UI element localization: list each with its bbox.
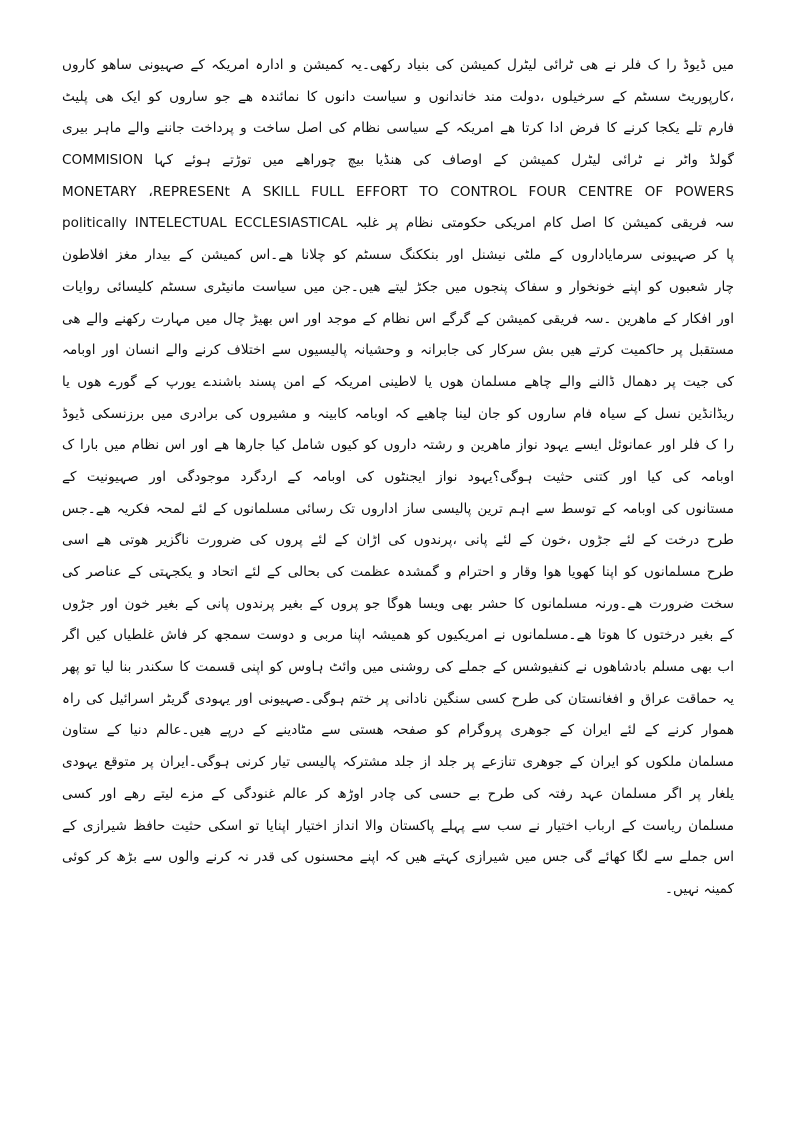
text-line-last: کمینہ نہیں۔	[665, 880, 734, 897]
article-body	[62, 50, 734, 906]
text-line: مسلمان ملکوں کو ایران کے جوھری تنازعے پر جلد از جلد مشترکہ پالیسی تیار کرنی ہوگی۔ایران پر متوقع یہودی	[62, 754, 734, 771]
text-line: یہ حماقت عراق و افغانستان کی طرح کسی سنگین نادانی پر ختم ہوگی۔صہیونی اور یہودی گریٹر اسرائیل کی راہ	[62, 690, 734, 707]
text-line: گولڈ واٹر نے ٹرائی لیٹرل کمیشن کے اوصاف کی ھنڈیا بیچ چوراھے میں توڑتے ہوئے کہا COMMISION	[62, 152, 734, 169]
text-line: ریڈانڈین نسل کے سیاہ فام ساروں کو جان لینا چاھیے کہ اوبامہ کابینہ و مشیروں کی برادری میں برزنسکی ڈیوڈ	[62, 405, 734, 422]
text-line: ،کارپوریٹ سسٹم کے سرخیلوں ،دولت مند خاندانوں و سیاست دانوں کا نمائندہ ھے جو ساروں کو ایک ھی پلیٹ	[62, 88, 734, 105]
text-line: کے بغیر درختوں کا ھوتا ھے۔مسلمانوں نے امریکیوں کو ھمیشہ اپنا مربی و دوست سمجھ کر فاش غلطیاں کیں اگر	[62, 627, 734, 644]
text-line: اب بھی مسلم بادشاھوں نے کنفیوشس کے جملے کی روشنی میں وائٹ ہاوس کو اپنی قسمت کا سکندر بنا لیا تو پھر	[62, 659, 734, 676]
text-line: سخت ضرورت ھے۔ورنہ مسلمانوں کا حشر بھی ویسا ھوگا جو پروں کے بغیر پرندوں پانی کے بغیر خون اور جڑوں	[62, 595, 734, 612]
text-line: مستانوں کی اوبامہ کے توسط سے اہم ترین پالیسی ساز اداروں تک رسائی مسلمانوں کے لئے لمحہ فکریہ ھے۔جس	[62, 500, 734, 517]
text-line: طرح مسلمانوں کو اپنا کھویا ھوا وقار و احترام و گمشدہ عظمت کی بحالی کے لئے اتحاد و یکجہتی کے عناصر کی	[62, 564, 734, 580]
text-line: اور افکار کے ماھرین ۔سہ فریقی کمیشن کے گرگے اس نظام کے موجد اور اس بھیڑ چال میں مہارت رکھنے والے ھی	[62, 310, 734, 327]
text-line: اس جملے سے لگا کھائے گی جس میں شیرازی کہتے ھیں کہ اپنے محسنوں کی قدر نہ کرنے والوں سے بڑھ کر کوئی	[62, 849, 734, 866]
text-line: طرح درخت کے لئے جڑوں ،خون کے لئے پانی ،پرندوں کی اڑان کے لئے پروں کی ضرورت ناگزیر ھوتی ھے اسی	[62, 532, 734, 549]
text-line: مستقبل پر حاکمیت کرتے ھیں بش سرکار کی جابرانہ و وحشیانہ پالیسیوں سے اختلاف کرنے والے انسان اور اوبامہ	[62, 342, 734, 359]
text-line: مسلمان ریاست کے ارباب اختیار نے سب سے پہلے پاکستان والا انداز اختیار اپنایا تو اسکی حثیت حافظ شیرازی کے	[62, 817, 734, 834]
text-line: چار شعبوں کو اپنے خونخوار و سفاک پنجوں میں جکڑ لیتے ھیں۔جن میں سیاست مانیٹری سسٹم کلیسائی روایات	[62, 278, 734, 295]
text-line: فارم تلے یکجا کرنے کا فرض ادا کرتا ھے امریکہ کے سیاسی نظام کی اصل ساخت و پرداخت جاننے والے ماہر بیری	[62, 120, 734, 137]
text-line: را ک فلر اور عمانوئل ایسے یہود نواز ماھرین و رشتہ داروں کو کیوں شامل کیا جارھا ھے اور اس نظام میں بارا ک	[62, 437, 734, 454]
text-line: پا کر صہیونی سرمایاداروں کے ملٹی نیشنل اور بنککنگ سسٹم کو چلانا ھے۔اس کمیشن کے بیدار مغز افلاطون	[62, 247, 734, 264]
text-line: ھموار کرنے کے لئے ایران کے جوھری پروگرام کو صفحہ ھستی سے مٹادینے کے درپے ھیں۔عالم دنیا کے ستاون	[62, 722, 734, 739]
text-line: کی جیت پر دھمال ڈالنے والے چاھے مسلمان ھوں یا لاطینی امریکہ کے امن پسند باشندے یورپ کے گورے ھوں یا	[62, 373, 734, 390]
text-line: یلغار پر اگر مسلمان عہد رفتہ کی طرح بے حسی کی چادر اوڑھ کر عالم غنودگی کے مزے لیتے رھے اور کسی	[62, 785, 734, 802]
text-line: میں ڈیوڈ را ک فلر نے ھی ٹرائی لیٹرل کمیشن کی بنیاد رکھی۔یہ کمیشن و ادارہ امریکہ کے صہیونی ساھو کاروں	[62, 57, 734, 73]
text-line: سہ فریقی کمیشن کا اصل کام امریکی حکومتی نظام پر غلبہ politically INTELECTUAL ECCLESIASTICAL	[62, 215, 734, 232]
text-line: MONETARY ،REPRESENt A SKILL FULL EFFORT TO CONTROL FOUR CENTRE OF POWERS	[62, 183, 734, 200]
text-line: اوبامہ کی کیا اور کتنی حثیت ہوگی؟یہود نواز ایجنٹوں کی اوبامہ کے اردگرد موجودگی اور صہیونیت کے	[62, 468, 734, 485]
